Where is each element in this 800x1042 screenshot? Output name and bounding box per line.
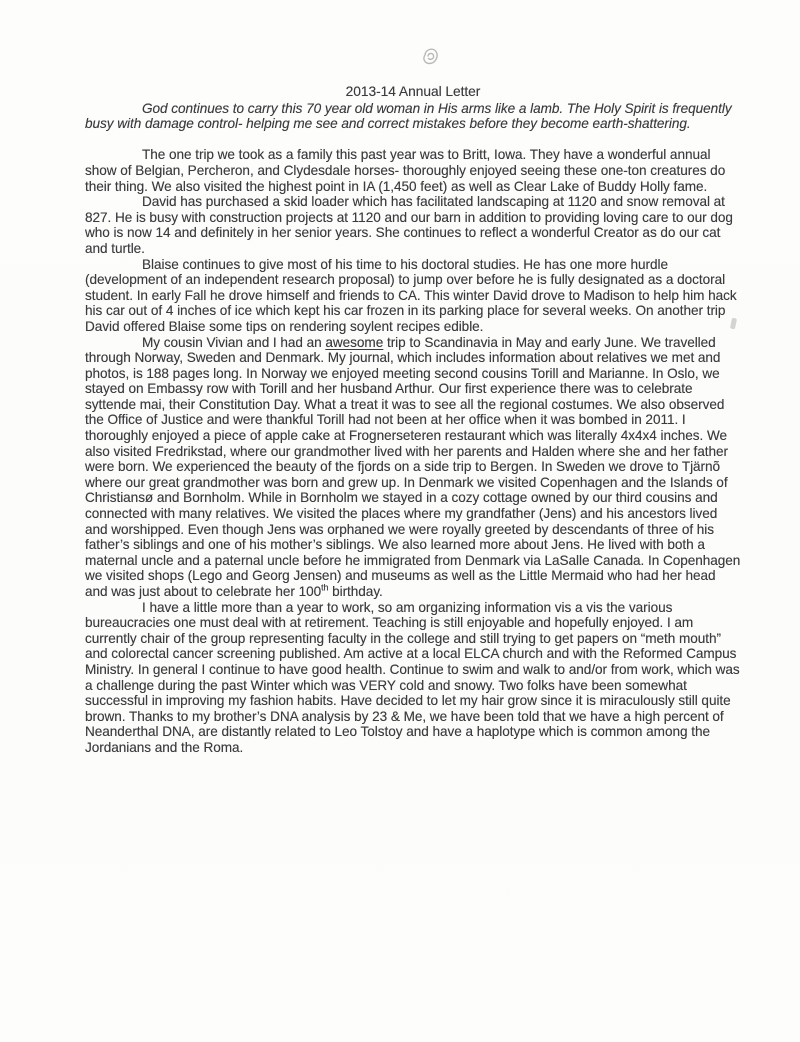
letter-text-segment: birthday. [328,584,383,599]
letter-text-segment: trip to Scandinavia in May and early June. We travelled through Norway, Sweden and Denmark. My journal, which includes information about relatives we met and photos, is 188 pages long. In Norway we enjoyed meeting second cousins Torill and Marianne. In Oslo, we stayed on Embassy row with Torill and her husband Arthur. Our first experience there was to celebrate syttende mai, their Constitution Day. What a treat it was to see all the regional costumes. We also observed the Office of Justice and were thankful Torill had not been at her office when it was bombed in 2011. I thoroughly enjoyed a piece of apple cake at Frognerseteren restaurant which was literally 4x4x4 inches. We also visited Fredrikstad, where our grandmother lived with her parents and Halden where she and her father were born. We experienced the beauty of the fjords on a side trip to Bergen. In Sweden we drove to Tjärnõ where our great grandmother was born and grew up. In Denmark we visited Copenhagen and the Islands of Christiansø and Bornholm. While in Bornholm we stayed in a cozy cottage owned by our third cousins and connected with many relatives. We visited the places where my grandfather (Jens) and his ancestors lived and worshipped. Even though Jens was orphaned we were royally greeted by descendants of three of his father’s siblings and one of his mother’s siblings. We also learned more about Jens. He lived with both a maternal uncle and a paternal uncle before he immigrated from Denmark via LaSalle Canada. In Copenhagen we visited shops (Lego and Georg Jensen) and museums as well as the Little Mermaid who had her head and was just about to celebrate her 100 [85,334,741,599]
letter-text-segment: My cousin Vivian and I had an [142,334,326,350]
letter-content [85,84,741,756]
letter-paragraph [85,257,741,335]
letter-text-segment: Blaise continues to give most of his time to his doctoral studies. He has one more hurdle (development of an independent research proposal) to jump over before he is fully designated as a doctoral student. In early Fall he drove himself and friends to CA. This winter David drove to Madison to help him hack his car out of 4 inches of ice which kept his car frozen in its parking place for several weeks. On another trip David offered Blaise some tips on rendering soylent recipes edible. [85,256,737,334]
letter-body [85,147,741,755]
letter-paragraph [85,194,741,256]
letter-intro: God continues to carry this 70 year old woman in His arms like a lamb. The Holy Spirit is frequently busy with damage control- helping me see and correct mistakes before they become earth-shattering. [85,100,732,132]
letter-paragraph [85,147,741,194]
letter-text-segment: awesome [325,334,384,350]
letter-paragraph [85,335,741,600]
letter-text-segment: David has purchased a skid loader which has facilitated landscaping at 1120 and snow removal at 827. He is busy with construction projects at 1120 and our barn in addition to providing loving care to our dog who is now 14 and definitely in her senior years. She continues to reflect a wonderful Creator as do our cat and turtle. [85,194,733,256]
letter-text-segment: th [321,582,329,593]
letter-paragraph [85,600,741,756]
letter-title: 2013-14 Annual Letter [345,84,481,99]
scan-scribble-artifact [418,44,442,73]
letter-text-segment: I have a little more than a year to work, so am organizing information vis a vis the various bureaucracies one must deal with at retirement. Teaching is still enjoyable and hopefully enjoyed. I am currently chair of the group representing faculty in the college and still trying to get papers on “meth mouth” and colorectal cancer screening published. Am active at a local ELCA church and with the Reformed Campus Ministry. In general I continue to have good health. Continue to swim and walk to and/or from work, which was a challenge during the past Winter which was VERY cold and snowy. Two folks have been somewhat successful in improving my fashion habits. Have decided to let my hair grow since it is miraculously still quite brown. Thanks to my brother’s DNA analysis by 23 & Me, we have been told that we have a high percent of Neanderthal DNA, are distantly related to Leo Tolstoy and have a haplotype which is common among the Jordanians and the Roma. [85,599,740,755]
letter-text-segment: The one trip we took as a family this past year was to Britt, Iowa. They have a wonderful annual show of Belgian, Percheron, and Clydesdale horses- thoroughly enjoyed seeing these one-ton creatures do their thing. We also visited the highest point in IA (1,450 feet) as well as Clear Lake of Buddy Holly fame. [85,147,726,194]
